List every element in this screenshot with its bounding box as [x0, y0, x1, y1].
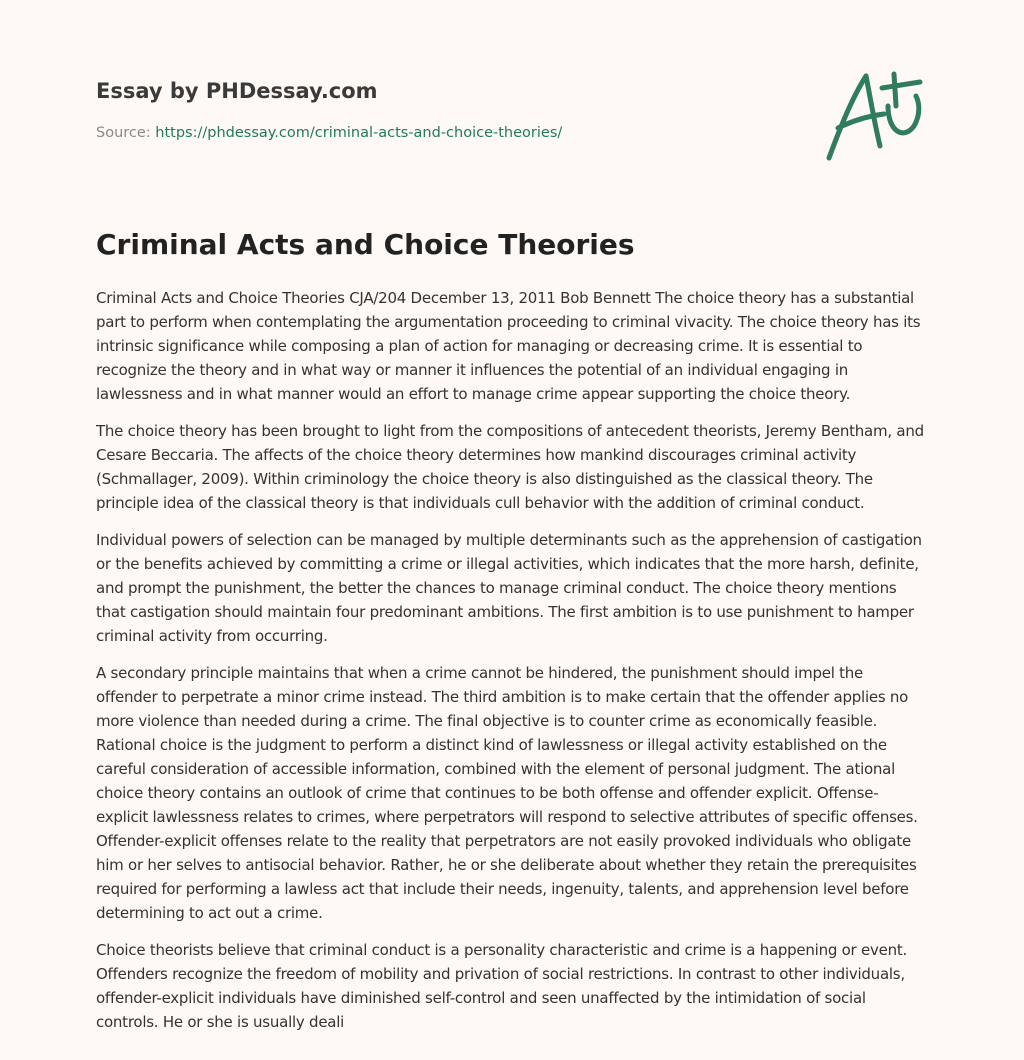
essay-paragraph: Individual powers of selection can be managed by multiple determinants such as the apprehension of castigation or the benefits achieved by committing a crime or illegal activities, which indicates that the more harsh, definite, and prompt the punishment, the better the chances to manage criminal conduct. The choice theory mentions that castigation should maintain four predominant ambitions. The first ambition is to use punishment to hamper criminal activity from occurring. — [96, 531, 922, 645]
essay-paragraph: A secondary principle maintains that when a crime cannot be hindered, the punishment should impel the offender to perpetrate a minor crime instead. The third ambition is to make certain that the offender applies no more violence than needed during a crime. The final objective is to counter crime as economically feasible. Rational choice is the judgment to perform a distinct kind of lawlessness or illegal activity established on the careful consideration of accessible information, combined with the element of personal judgment. The ational choice theory contains an outlook of crime that continues to be both offense and offender explicit. Offense-explicit lawlessness relates to crimes, where perpetrators will respond to selective attributes of specific offenses. Offender-explicit offenses relate to the reality that perpetrators are not easily provoked individuals who obligate him or her selves to antisocial behavior. Rather, he or she deliberate about whether they retain the prerequisites required for performing a lawless act that include their needs, ingenuity, talents, and apprehension level before determining to act out a crime. — [96, 664, 918, 922]
source-label: Source: — [96, 125, 151, 141]
essay-paragraph: Choice theorists believe that criminal conduct is a personality characteristic and crime is a happening or event. Offenders recognize the freedom of mobility and privation of social restrictions. In contrast to other individuals, offender-explicit individuals have diminished self-control and seen unaffected by the intimidation of social controls. He or she is usually deali — [96, 941, 907, 1031]
essay-body — [96, 286, 928, 1047]
site-title: Essay by PHDessay.com — [96, 79, 378, 103]
essay-paragraph: Criminal Acts and Choice Theories CJA/204 December 13, 2011 Bob Bennett The choice theory has a substantial part to perform when contemplating the argumentation proceeding to criminal vivacity. The choice theory has its intrinsic significance while composing a plan of action for managing or decreasing crime. It is essential to recognize the theory and in what way or manner it influences the potential of an individual engaging in lawlessness and in what manner would an effort to manage crime appear supporting the choice theory. — [96, 289, 921, 403]
source-link[interactable]: https://phdessay.com/criminal-acts-and-choice-theories/ — [155, 125, 563, 141]
essay-paragraph: The choice theory has been brought to light from the compositions of antecedent theorists, Jeremy Bentham, and Cesare Beccaria. The affects of the choice theory determines how mankind discourages criminal activity (Schmallager, 2009). Within criminology the choice theory is also distinguished as the classical theory. The principle idea of the classical theory is that individuals cull behavior with the addition of criminal conduct. — [96, 422, 924, 512]
essay-title: Criminal Acts and Choice Theories — [96, 228, 635, 261]
source-line — [96, 123, 562, 143]
a-plus-logo-icon — [822, 66, 932, 166]
